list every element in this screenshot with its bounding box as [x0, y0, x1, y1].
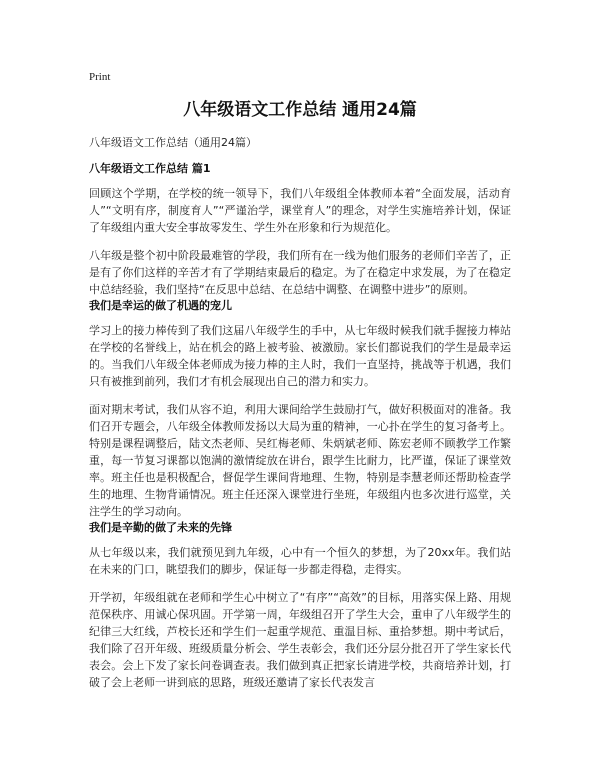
print-link[interactable]: Print: [89, 71, 111, 83]
paragraph: 开学初，年级组就在老师和学生心中树立了“有序”“高效”的目标，用落实保上路、用规范保秩序、用诚心保巩固。开学第一周，年级组召开了学生大会，重申了八年级学生的纪律三大红线，芦校长还和学生们一起重学规范、重温目标、重拾梦想。期中考试后，我们除了召开年级、班级质量分析会、学生表彰会，我们还分层分批召开了学生家长代表会。会上下发了家长问卷调查表。我们做到真正把家长请进学校，共商培养计划，打破了会上老师一讲到底的思路，班级还邀请了家长代表发言: [89, 591, 511, 689]
section-1: [89, 161, 511, 298]
paragraph: 学习上的接力棒传到了我们这届八年级学生的手中，从七年级时候我们就手握接力棒站在学校的名誉线上，站在机会的路上被考验、被激励。家长们都说我们的学生是最幸运的。当我们八年级全体老师成为接力棒的主人时，我们一直坚持，挑战等于机遇，我们只有被推到前列，我们才有机会展现出自己的潜力和实力。: [89, 324, 511, 388]
paragraph: 面对期末考试，我们从容不迫，利用大课间给学生鼓励打气，做好积极面对的准备。我们召开专题会，八年级全体教师发扬以大局为重的精神，一心扑在学生的复习备考上。特别是课程调整后，陆文杰老师、吴红梅老师、朱炳斌老师、陈宏老师不顾教学工作繁重，每一节复习课都以饱满的激情绽放在讲台，跟学生比耐力，比严谨，保证了课堂效率。班主任也是积极配合，督促学生课间背地理、生物，特别是李慧老师还帮助检查学生的地理、生物背诵情况。班主任还深入课堂进行坐班，年级组内也多次进行巡堂，关注学生的学习动向。: [89, 403, 511, 518]
section-heading: 我们是辛勤的做了未来的先锋: [89, 521, 232, 534]
section-3: [89, 520, 511, 691]
section-2: [89, 298, 511, 520]
section-heading: 我们是幸运的做了机遇的宠儿: [89, 299, 232, 312]
document-subtitle: 八年级语文工作总结（通用24篇）: [89, 136, 257, 149]
paragraph: 从七年级以来，我们就预见到九年级，心中有一个恒久的梦想，为了20xx年。我们站在未来的门口，眺望我们的脚步，保证每一步都走得稳，走得实。: [89, 546, 511, 576]
document-title: 八年级语文工作总结 通用24篇: [183, 100, 417, 120]
paragraph: 回顾这个学期，在学校的统一领导下，我们八年级组全体教师本着“全面发展，活动育人”“文明有序，制度育人”“严谨治学，课堂育人”的理念，对学生实施培养计划，保证了年级组内重大安全事故零发生、学生外在形象和行为规范化。: [89, 187, 511, 234]
paragraph: 八年级是整个初中阶段最难管的学段，我们所有在一线为他们服务的老师们辛苦了，正是有了你们这样的辛苦才有了学期结束最后的稳定。为了在稳定中求发展，为了在稳定中总结经验，我们坚持“在反思中总结、在总结中调整、在调整中进步”的原则。: [89, 249, 511, 296]
section-heading: 八年级语文工作总结 篇1: [89, 162, 211, 175]
